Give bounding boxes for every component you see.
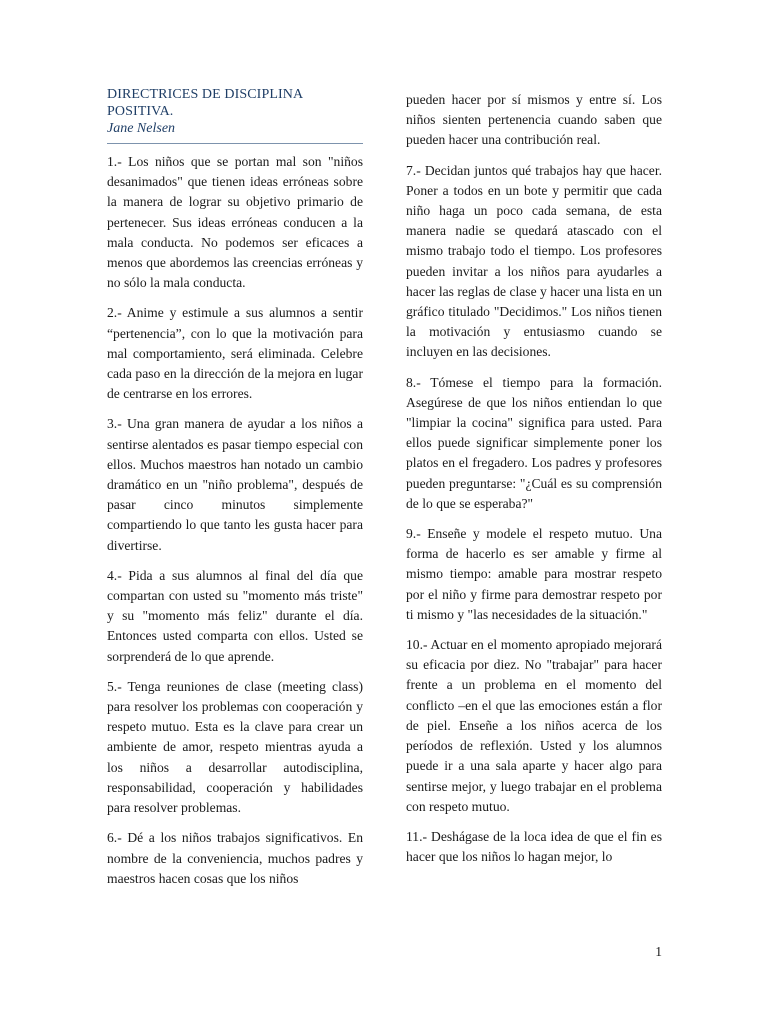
paragraph-8: 8.- Tómese el tiempo para la formación. Asegúrese de que los niños entiendan lo que "limpiar la cocina" significa para usted. Para ellos puede significar simplemente poner los platos en el fregadero. Los padres y profesores pueden preguntarse: "¿Cuál es su comprensión de lo que se esperaba?" [406, 374, 662, 511]
paragraph-3: 3.- Una gran manera de ayudar a los niños a sentirse alentados es pasar tiempo especial con ellos. Muchos maestros han notado un cambio dramático en un "niño problema", después de pasar cinco minutos simplemente compartiendo lo que tanto les gusta hacer para divertirse. [107, 416, 363, 553]
paragraph-4: 4.- Pida a sus alumnos al final del día que compartan con usted su "momento más triste" y su "momento más feliz" durante el día. Entonces usted comparta con ellos. Usted se sorprenderá de lo que aprende. [107, 567, 363, 664]
paragraph-1: 1.- Los niños que se portan mal son "niños desanimados" que tienen ideas erróneas sobre la manera de lograr su objetivo primario de pertenecer. Sus ideas erróneas conducen a la mala conducta. No podemos ser eficaces a menos que abordemos las creencias erróneas y no sólo la mala conducta. [107, 154, 363, 291]
right-column [406, 90, 662, 877]
paragraph-6-start: 6.- Dé a los niños trabajos significativos. En nombre de la conveniencia, muchos padres y maestros hacen cosas que los niños [107, 830, 363, 886]
page-number: 1 [655, 944, 662, 959]
document-author: Jane Nelsen [107, 121, 176, 136]
left-column [107, 86, 363, 899]
paragraph-6-continued: pueden hacer por sí mismos y entre sí. Los niños sienten pertenencia cuando saben que pueden hacer una contribución real. [406, 92, 662, 148]
paragraph-7: 7.- Decidan juntos qué trabajos hay que hacer. Poner a todos en un bote y permitir que cada niño haga un poco cada semana, de esta manera nadie se quedará atascado con el mismo trabajo todo el tiempo. Los profesores pueden invitar a los niños para ayudarles a hacer las reglas de clase y hacer una lista en un gráfico titulado "Decidimos." Los niños tienen la motivación y entusiasmo cuando se incluyen en las decisiones. [406, 162, 662, 360]
paragraph-11-start: 11.- Deshágase de la loca idea de que el fin es hacer que los niños lo hagan mejor, lo [406, 828, 662, 865]
paragraph-2: 2.- Anime y estimule a sus alumnos a sentir “pertenencia”, con lo que la motivación para mal comportamiento, será eliminada. Celebre cada paso en la dirección de la mejora en lugar de centrarse en los errores. [107, 305, 363, 402]
paragraph-9: 9.- Enseñe y modele el respeto mutuo. Una forma de hacerlo es ser amable y firme al mismo tiempo: amable para mostrar respeto por el niño y firme para demostrar respeto por ti mismo y "las necesidades de la situación." [406, 526, 662, 622]
paragraph-5: 5.- Tenga reuniones de clase (meeting class) para resolver los problemas con cooperación y respeto mutuo. Esta es la clave para crear un ambiente de amor, respeto mientras ayuda a los niños a desarrollar autodisciplina, responsabilidad, cooperación y habilidades para resolver problemas. [107, 678, 363, 816]
document-title: DIRECTRICES DE DISCIPLINA POSITIVA. [107, 87, 303, 119]
paragraph-10: 10.- Actuar en el momento apropiado mejorará su eficacia por diez. No "trabajar" para hacer frente a un problema en el momento del conflicto –en el que las emociones están a flor de piel. Enseñe a los niños acerca de los períodos de reflexión. Usted y los alumnos puede ir a una sala aparte y hacer algo para sentirse mejor, y luego trabajar en el problema con respeto mutuo. [406, 637, 662, 814]
document-heading [107, 86, 363, 144]
